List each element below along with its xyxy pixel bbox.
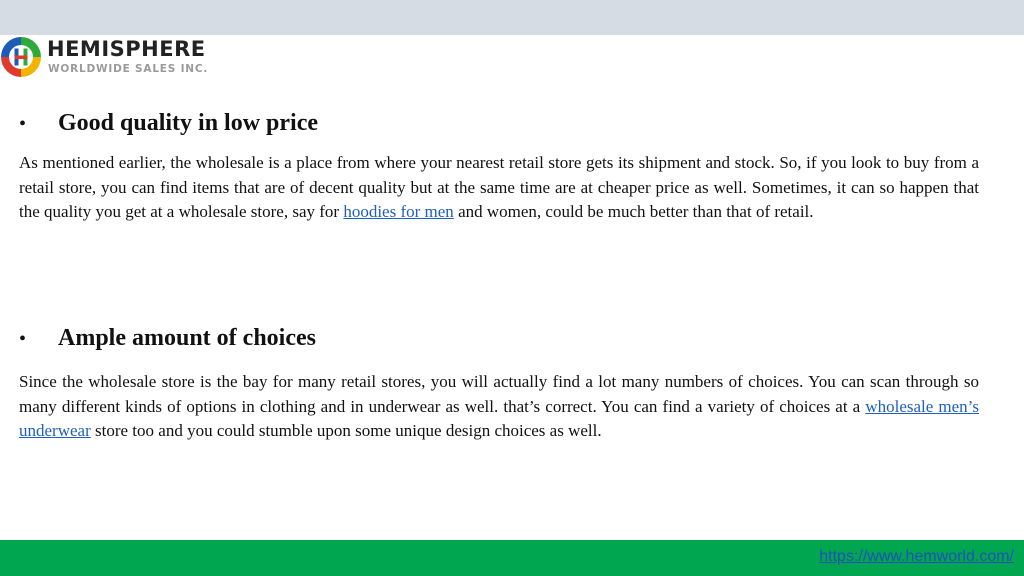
bullet-icon: • xyxy=(19,113,27,135)
heading-text: Ample amount of choices xyxy=(58,325,316,351)
section-quality xyxy=(19,108,979,225)
header-band xyxy=(0,0,1024,35)
company-name: HEMISPHERE xyxy=(47,37,206,61)
hoodies-for-men-link[interactable]: hoodies for men xyxy=(343,202,454,221)
company-tagline: WORLDWIDE SALES INC. xyxy=(48,63,209,75)
section-heading xyxy=(19,323,979,354)
heading-text: Good quality in low price xyxy=(58,110,319,136)
section-choices xyxy=(19,323,979,444)
company-logo xyxy=(0,36,220,80)
bullet-icon: • xyxy=(19,328,27,350)
website-url-link[interactable]: https://www.hemworld.com/ xyxy=(819,548,1014,565)
section-heading xyxy=(19,108,979,139)
section-paragraph: As mentioned earlier, the wholesale is a place from where your nearest retail store gets its shipment and stock. So, if you look to buy from a retail store, you can find items that are of decent quality but at the same time are at cheaper price as well. Sometimes, it can so happen that the quality you get at a wholesale store, say for hoodies for men and women, could be much better than that of retail. xyxy=(19,153,979,221)
hemisphere-logo-icon xyxy=(0,36,42,78)
wholesale-underwear-link[interactable]: wholesale men’s underwear xyxy=(19,396,979,440)
section-paragraph: Since the wholesale store is the bay for many retail stores, you will actually find a lot many numbers of choices. You can scan through so many different kinds of options in clothing and in underwear as well. that’s correct. You can find a variety of choices at a wholesale men’s underwear store too and you could stumble upon some unique design choices as well. xyxy=(19,372,979,440)
